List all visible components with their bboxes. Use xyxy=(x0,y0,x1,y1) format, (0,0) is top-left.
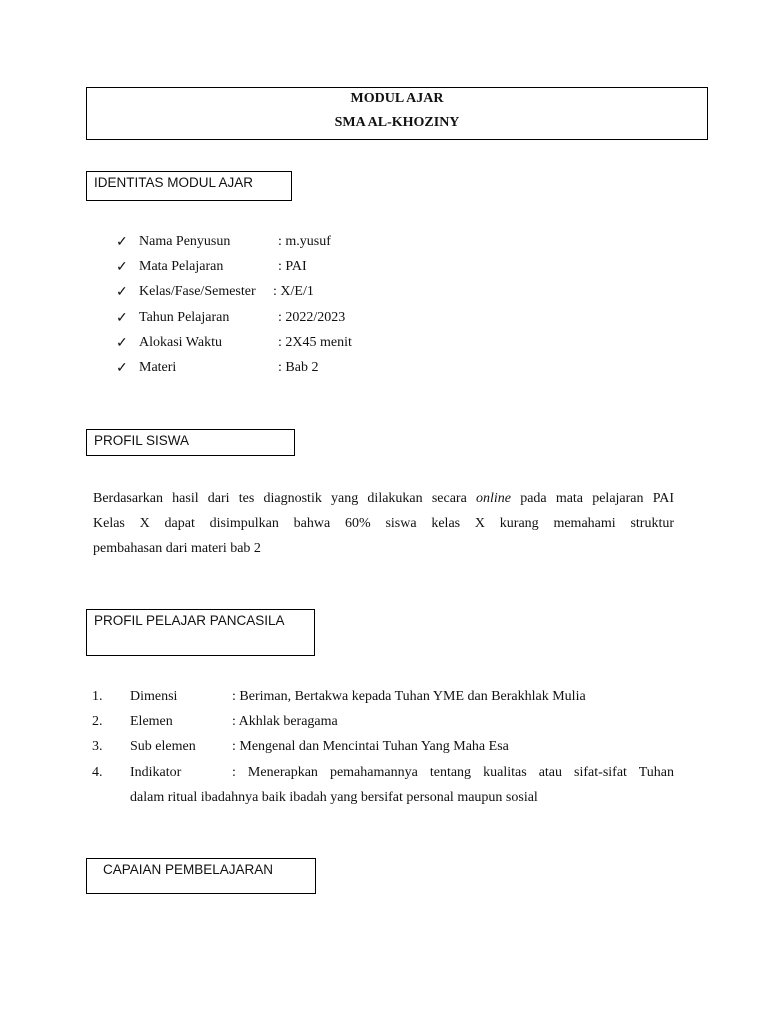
identitas-value: : m.yusuf xyxy=(278,234,331,249)
paragraph-line: pembahasan dari materi bab 2 xyxy=(93,541,261,556)
item-value: : Beriman, Bertakwa kepada Tuhan YME dan Berakhlak Mulia xyxy=(232,689,586,704)
item-value-continuation: dalam ritual ibadahnya baik ibadah yang bersifat personal maupun sosial xyxy=(130,790,538,805)
item-label: Elemen xyxy=(130,714,173,729)
title-line-school: SMA AL-KHOZINY xyxy=(334,115,460,130)
check-icon: ✓ xyxy=(116,260,128,275)
item-label: Sub elemen xyxy=(130,739,196,754)
check-icon: ✓ xyxy=(116,361,128,376)
section-profil-pancasila-heading: PROFIL PELAJAR PANCASILA xyxy=(94,613,285,628)
identitas-label: Tahun Pelajaran xyxy=(139,310,230,325)
item-number: 1. xyxy=(92,689,103,704)
item-number: 4. xyxy=(92,765,103,780)
italic-online: online xyxy=(476,491,511,506)
profil-siswa-paragraph xyxy=(93,486,674,561)
section-capaian-heading-box xyxy=(86,858,316,894)
section-profil-pancasila-heading-box xyxy=(86,609,315,656)
identitas-value: : X/E/1 xyxy=(273,284,314,299)
identitas-value: : Bab 2 xyxy=(278,360,319,375)
check-icon: ✓ xyxy=(116,235,128,250)
identitas-label: Materi xyxy=(139,360,177,375)
check-icon: ✓ xyxy=(116,285,128,300)
section-identitas-heading-box xyxy=(86,171,292,201)
identitas-value: : 2022/2023 xyxy=(278,310,346,325)
paragraph-line: Berdasarkan hasil dari tes diagnostik yang dilakukan secara online pada mata pelajaran PAI xyxy=(93,491,674,506)
item-value: : Mengenal dan Mencintai Tuhan Yang Maha Esa xyxy=(232,739,509,754)
section-identitas-heading: IDENTITAS MODUL AJAR xyxy=(94,175,254,190)
document-title-box xyxy=(86,87,708,140)
check-icon: ✓ xyxy=(116,311,128,326)
check-icon: ✓ xyxy=(116,336,128,351)
item-number: 3. xyxy=(92,739,103,754)
title-line-modul-ajar: MODUL AJAR xyxy=(350,91,444,106)
identitas-value: : PAI xyxy=(278,259,307,274)
item-number: 2. xyxy=(92,714,103,729)
item-label: Indikator xyxy=(130,765,182,780)
identitas-label: Nama Penyusun xyxy=(139,234,231,249)
section-profil-siswa-heading: PROFIL SISWA xyxy=(94,433,190,448)
item-value: : Akhlak beragama xyxy=(232,714,338,729)
identitas-label: Alokasi Waktu xyxy=(139,335,222,350)
section-profil-siswa-heading-box xyxy=(86,429,295,456)
item-value: : Menerapkan pemahamannya tentang kualitas atau sifat-sifat Tuhan xyxy=(232,765,674,780)
paragraph-line: Kelas X dapat disimpulkan bahwa 60% siswa kelas X kurang memahami struktur xyxy=(93,516,674,531)
item-label: Dimensi xyxy=(130,689,178,704)
identitas-label: Mata Pelajaran xyxy=(139,259,224,274)
identitas-value: : 2X45 menit xyxy=(278,335,352,350)
section-capaian-heading: CAPAIAN PEMBELAJARAN xyxy=(103,862,274,877)
identitas-label: Kelas/Fase/Semester xyxy=(139,284,256,299)
